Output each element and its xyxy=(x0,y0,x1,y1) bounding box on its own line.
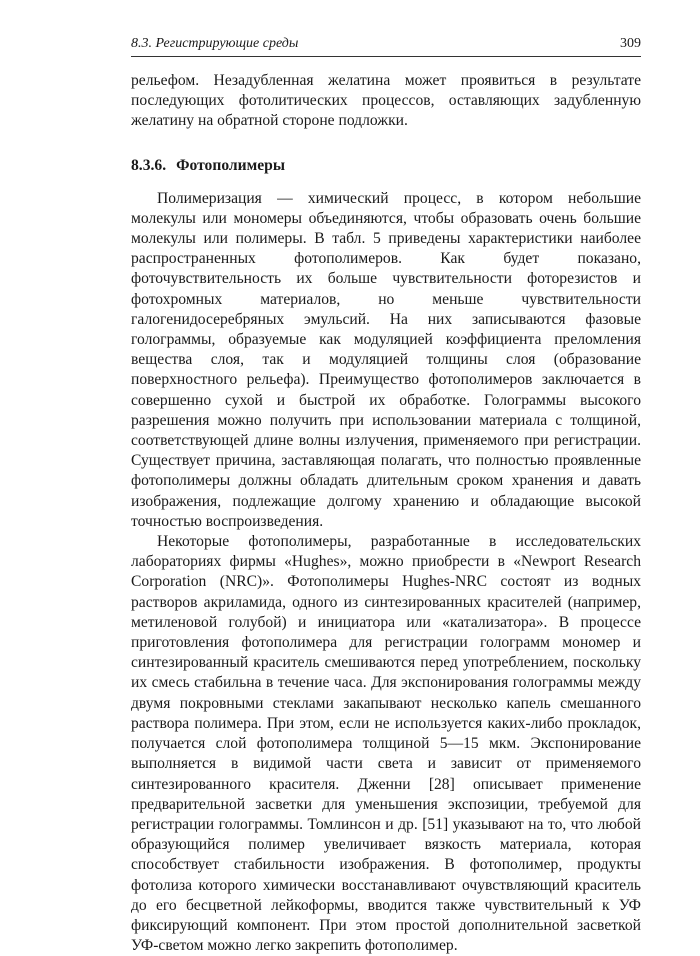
section-title: Фотополимеры xyxy=(176,156,286,174)
book-page xyxy=(131,34,641,956)
page-number: 309 xyxy=(620,36,641,51)
continued-paragraph: рельефом. Незадубленная желатина может проявиться в результате последующих фотолитических процессов, оставляющих задубленную желатину на обратной стороне подложки. xyxy=(131,72,641,130)
paragraph-hughes-nrc: Некоторые фотополимеры, разработанные в исследовательских лабораториях фирмы «Hughes», можно приобрести в «Newport Research Corporation (NRC)». Фотополимеры Hughes-NRC состоят из водных растворов акриламида, одного из синтезированных красителей (например, метиленовой голубой) и инициатора или «катализатора». В процессе приготовления фотополимера для регистрации голограмм мономер и синтезированный краситель смешиваются перед употреблением, поскольку их смесь стабильна в течение часа. Для экспонирования голограммы между двумя покровными стеклами закапывают несколько капель смешанного раствора полимера. При этом, если не используется каких-либо прокладок, получается слой фотополимера толщиной 5—15 мкм. Экспонирование выполняется в видимой части света и зависит от применяемого синтезированного красителя. Дженни [28] описывает применение предварительной засветки для уменьшения экспозиции, требуемой для регистрации голограммы. Томлинсон и др. [51] указывают на то, что любой образующийся полимер увеличивает вязкость материала, которая способствует стабильности изображения. В фотополимер, продукты фотолиза которого химически восстанавливают очувствляющий краситель до его бесцветной лейкоформы, вводится также чувствительный к УФ фиксирующий компонент. При этом простой дополнительной засветкой УФ-светом можно легко закрепить фотополимер. xyxy=(131,533,641,955)
running-header-title: 8.3. Регистрирующие среды xyxy=(131,36,299,51)
section-number: 8.3.6. xyxy=(131,156,167,174)
section-heading xyxy=(131,156,641,176)
running-header xyxy=(131,34,641,57)
paragraph-polymerization: Полимеризация — химический процесс, в котором небольшие молекулы или мономеры объединяются, чтобы образовать очень большие молекулы или полимеры. В табл. 5 приведены характеристики наиболее распространенных фотополимеров. Как будет показано, фоточувствительность их больше чувствительности фоторезистов и фотохромных материалов, но меньше чувствительности галогенидосеребряных эмульсий. На них записываются фазовые голограммы, образуемые как модуляцией коэффициента преломления вещества слоя, так и модуляцией толщины слоя (образование поверхностного рельефа). Преимущество фотополимеров заключается в совершенно сухой и быстрой их обработке. Голограммы высокого разрешения можно получить при использовании материала с толщиной, соответствующей длине волны излучения, применяемого при регистрации. Существует причина, заставляющая полагать, что полностью проявленные фотополимеры должны обладать длительным сроком хранения и давать изображения, подлежащие долгому хранению и обладающие высокой точностью воспроизведения. xyxy=(131,189,641,530)
